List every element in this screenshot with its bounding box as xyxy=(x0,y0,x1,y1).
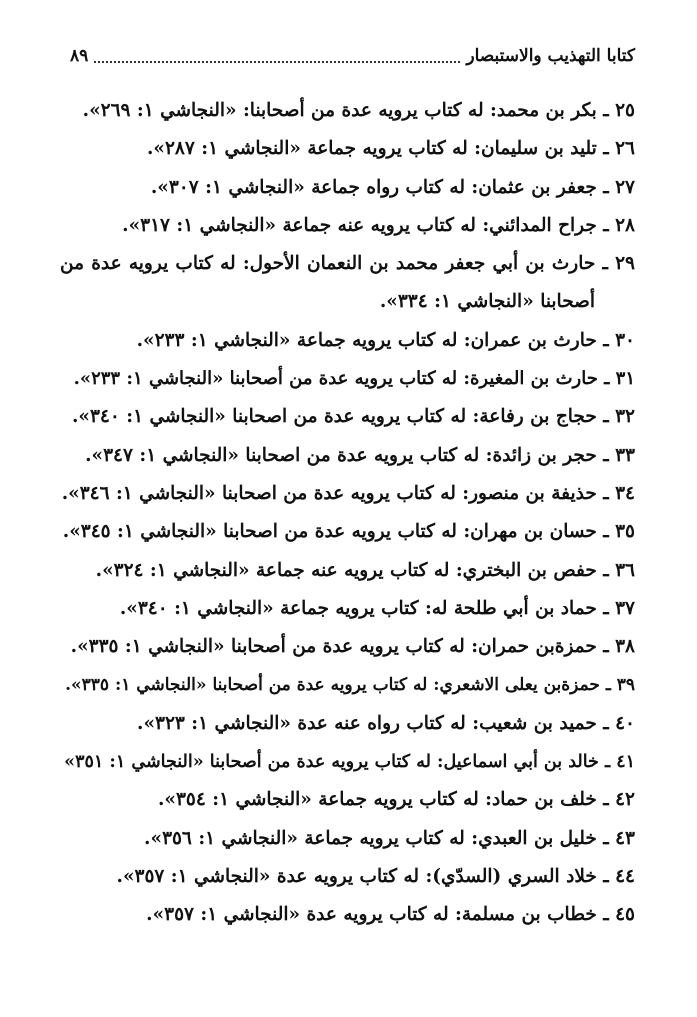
header-title: كتابا التهذيب والاستبصار xyxy=(466,46,635,66)
list-item xyxy=(60,475,635,513)
entry-text: حسان بن مهران: له كتاب يرويه عدة من اصحابنا «النجاشي ١: ٣٤٥». xyxy=(62,521,597,543)
entry-text: حارث بن عمران: له كتاب يرويه جماعة «النجاشي ١: ٢٣٣». xyxy=(136,329,597,351)
entry-dash: ـ xyxy=(596,214,616,236)
entry-number: ٣٥ xyxy=(615,521,635,543)
list-item xyxy=(60,628,635,666)
entry-text: خليل بن العبدي: له كتاب يرويه جماعة «النجاشي ١: ٣٥٦». xyxy=(144,827,597,849)
entry-text: حفص بن البختري: له كتاب يرويه عنه جماعة «النجاشي ١: ٣٢٤». xyxy=(95,559,597,581)
entry-dash: ـ xyxy=(596,827,616,849)
list-item xyxy=(60,743,635,781)
entry-number: ٣٨ xyxy=(615,636,635,658)
entry-dash: ـ xyxy=(596,406,616,428)
entry-number: ٣٩ xyxy=(616,675,635,696)
list-item xyxy=(60,896,635,934)
entry-continuation-text: أصحابنا «النجاشي ١: ٣٣٤». xyxy=(379,291,595,313)
list-item xyxy=(60,781,635,819)
entry-text: جراح المدائني: له كتاب يرويه عنه جماعة «النجاشي ١: ٣١٧». xyxy=(122,214,597,236)
entry-text: بكر بن محمد: له كتاب يرويه عدة من أصحابنا: «النجاشي ١: ٢٦٩». xyxy=(82,100,597,121)
entry-text: خلف بن حماد: له كتاب يرويه جماعة «النجاشي ١: ٣٥٤». xyxy=(157,789,597,811)
list-item xyxy=(60,858,635,896)
entry-text: حمزةبن حمران: له كتاب يرويه عدة من أصحابنا «النجاشي ١: ٣٣٥». xyxy=(70,636,597,658)
entry-dash: ـ xyxy=(598,752,617,773)
entry-dash: ـ xyxy=(596,712,616,734)
entry-number: ٣٠ xyxy=(615,329,635,351)
entry-dash: ـ xyxy=(596,559,616,581)
entry-number: ٣٦ xyxy=(615,559,635,581)
entry-text: جعفر بن عثمان: له كتاب رواه جماعة «النجاشي ١: ٣٠٧». xyxy=(150,176,597,198)
page-number: ٨٩ xyxy=(70,46,89,66)
entry-number: ٤٥ xyxy=(615,904,635,926)
entry-dash: ـ xyxy=(599,675,617,696)
entry-continuation xyxy=(60,283,635,321)
entry-text: حجاج بن رفاعة: له كتاب يرويه عدة من اصحابنا «النجاشي ١: ٣٤٠». xyxy=(71,406,597,428)
entry-text: حجر بن زائدة: له كتاب يرويه عدة من اصحابنا «النجاشي ١: ٣٤٧». xyxy=(85,444,597,466)
list-item xyxy=(60,820,635,858)
list-item xyxy=(60,437,635,475)
entry-dash: ـ xyxy=(596,329,616,351)
entry-list xyxy=(60,92,635,935)
list-item xyxy=(60,169,635,207)
entry-text: حارث بن المغيرة: له كتاب يرويه عدة من أصحابنا «النجاشي ١: ٢٣٣». xyxy=(73,368,598,390)
entry-dash: ـ xyxy=(597,368,616,390)
entry-number: ٣٤ xyxy=(615,482,635,504)
entry-text: خلاد السري (السدّي): له كتاب يرويه عدة «النجاشي ١: ٣٥٧». xyxy=(116,865,597,887)
entry-number: ٢٦ xyxy=(615,138,635,160)
list-item xyxy=(60,552,635,590)
list-item xyxy=(60,398,635,436)
entry-number: ٣١ xyxy=(615,368,635,390)
entry-text: خالد بن أبي اسماعيل: له كتاب يرويه عدة من أصحابنا «النجاشي ١: ٣٥١» xyxy=(64,752,599,773)
entry-number: ٢٨ xyxy=(615,214,635,236)
entry-number: ٤٤ xyxy=(615,865,635,887)
list-item xyxy=(60,590,635,628)
list-item xyxy=(60,245,635,283)
list-item xyxy=(60,92,635,130)
list-item xyxy=(60,666,635,704)
entry-text: حذيفة بن منصور: له كتاب يرويه عدة من اصحابنا «النجاشي ١: ٣٤٦». xyxy=(61,482,597,504)
entry-dash: ـ xyxy=(596,904,616,926)
entry-number: ٤٣ xyxy=(615,827,635,849)
entry-dash: ـ xyxy=(596,865,616,887)
running-header xyxy=(70,38,635,74)
entry-dash: ـ xyxy=(596,597,616,619)
entry-dash: ـ xyxy=(596,636,616,658)
entry-dash: ـ xyxy=(596,176,616,198)
entry-number: ٣٣ xyxy=(615,444,635,466)
entry-text: حارث بن أبي جعفر محمد بن النعمان الأحول: له كتاب يرويه عدة من xyxy=(60,253,596,275)
list-item xyxy=(60,322,635,360)
entry-dash: ـ xyxy=(596,100,616,121)
list-item xyxy=(60,705,635,743)
entry-text: حمزةبن يعلى الاشعري: له كتاب يرويه عدة من أصحابنا «النجاشي ١: ٣٣٥». xyxy=(65,675,600,696)
entry-number: ٣٢ xyxy=(615,406,635,428)
list-item xyxy=(60,513,635,551)
entry-number: ٤٢ xyxy=(615,789,635,811)
entry-text: حماد بن أبي طلحة له: كتاب يرويه جماعة «النجاشي ١: ٣٤٠». xyxy=(119,597,597,619)
entry-dash: ـ xyxy=(596,444,616,466)
entry-number: ٢٩ xyxy=(615,253,635,275)
entry-dash: ـ xyxy=(596,521,616,543)
entry-dash: ـ xyxy=(595,253,616,275)
entry-dash: ـ xyxy=(596,482,616,504)
entry-number: ٤٠ xyxy=(615,712,635,734)
list-item xyxy=(60,207,635,245)
list-item xyxy=(60,360,635,398)
entry-text: خطاب بن مسلمة: له كتاب يرويه عدة «النجاشي ١: ٣٥٧». xyxy=(146,904,597,926)
entry-dash: ـ xyxy=(596,789,616,811)
header-dot-leader xyxy=(94,41,460,63)
entry-dash: ـ xyxy=(596,138,616,160)
entry-number: ٢٧ xyxy=(615,176,635,198)
entry-number: ٤١ xyxy=(616,752,635,773)
entry-number: ٢٥ xyxy=(615,100,635,121)
entry-text: حميد بن شعيب: له كتاب رواه عنه عدة «النجاشي ١: ٣٢٣». xyxy=(137,712,597,734)
entry-text: تليد بن سليمان: له كتاب يرويه جماعة «النجاشي ١: ٢٨٧». xyxy=(146,138,597,160)
list-item xyxy=(60,130,635,168)
entry-number: ٣٧ xyxy=(615,597,635,619)
